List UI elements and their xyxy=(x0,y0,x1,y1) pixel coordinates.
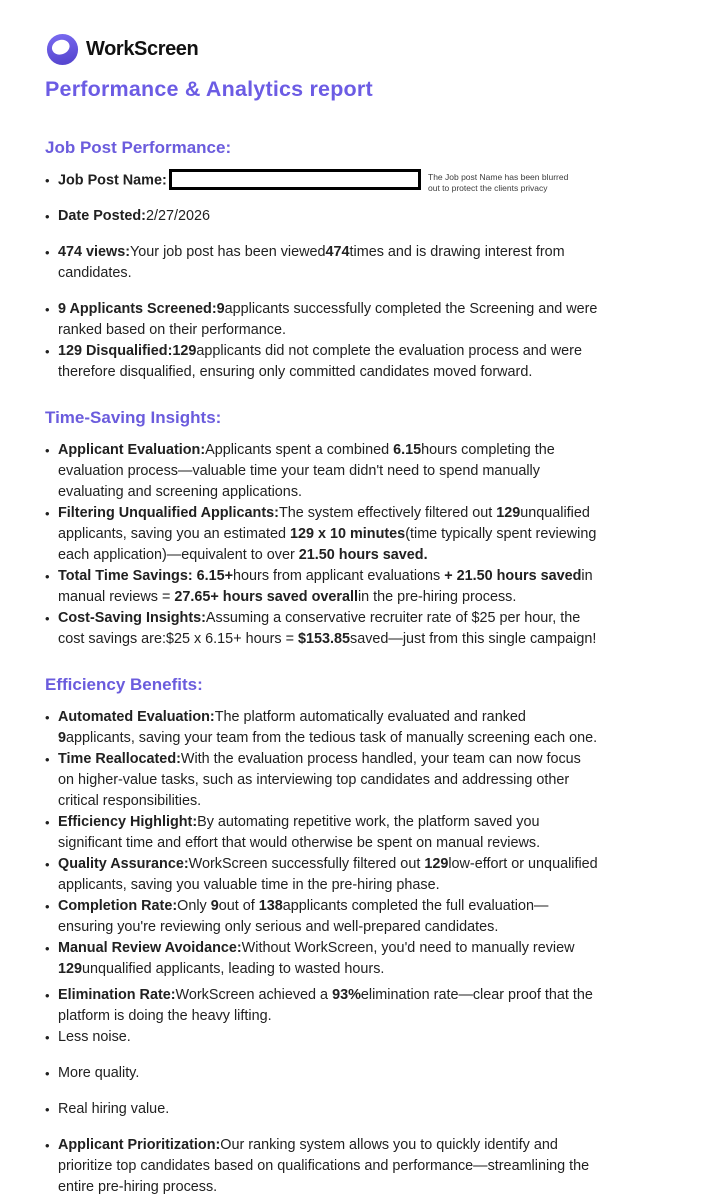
text-run-bold: 129 xyxy=(424,856,449,873)
text-run-bold: Total Time Savings: 6.15+ xyxy=(58,568,234,585)
text-run: WorkScreen successfully filtered out xyxy=(188,856,425,873)
bullet-marker: • xyxy=(45,344,50,360)
text-run: times and is drawing interest from candidates. xyxy=(58,244,565,282)
bullet-marker: • xyxy=(45,899,50,915)
bullet-item xyxy=(45,242,598,284)
text-run-bold: Date Posted: xyxy=(58,208,146,225)
text-run-bold: Filtering Unqualified Applicants: xyxy=(58,505,279,522)
bullet-list xyxy=(45,170,598,383)
bullet-marker: • xyxy=(45,815,50,831)
text-run-bold: 129 xyxy=(58,961,83,978)
text-run-bold: $153.85 xyxy=(298,631,351,648)
text-run: (time typically spent reviewing each application)—equivalent to over xyxy=(58,526,597,564)
text-run-bold: Automated Evaluation: xyxy=(58,709,215,726)
redacted-job-post-name-box xyxy=(169,169,421,190)
bullet-item xyxy=(45,299,598,341)
text-run: 2/27/2026 xyxy=(145,208,210,225)
text-run: With the evaluation process handled, your team can now focus on higher-value tasks, such as interviewing top candidates and addressing other critical responsibilities. xyxy=(58,751,581,810)
bullet-marker: • xyxy=(45,302,50,318)
bullet-marker: • xyxy=(45,506,50,522)
text-run: Without WorkScreen, you'd need to manually review xyxy=(241,940,575,957)
bullet-item xyxy=(45,854,598,896)
bullet-marker: • xyxy=(45,941,50,957)
text-run: Your job post has been viewed xyxy=(130,244,326,261)
privacy-note-line: The Job post Name has been blurred xyxy=(428,172,569,182)
bullet-marker: • xyxy=(45,752,50,768)
text-run-bold: 129 xyxy=(172,343,197,360)
bullet-item xyxy=(45,503,598,566)
text-run: More quality. xyxy=(58,1065,140,1082)
text-run-bold: 129 x 10 minutes xyxy=(290,526,406,543)
bullet-item xyxy=(45,938,598,980)
bullet-item xyxy=(45,341,598,383)
section-heading: Time-Saving Insights: xyxy=(45,408,222,428)
bullet-marker: • xyxy=(45,245,50,261)
bullet-item xyxy=(45,170,598,191)
text-run-bold: 93% xyxy=(332,987,361,1004)
text-run: unqualified applicants, leading to wasted hours. xyxy=(82,961,385,978)
bullet-item xyxy=(45,707,598,749)
text-run-bold: 474 views: xyxy=(58,244,131,261)
text-run-bold: Manual Review Avoidance: xyxy=(58,940,242,957)
text-run: The system effectively filtered out xyxy=(278,505,497,522)
text-run: Only xyxy=(177,898,211,915)
privacy-note xyxy=(428,172,608,194)
text-run: hours completing the evaluation process—valuable time your team didn't need to spend manually evaluating and screening applications. xyxy=(58,442,555,501)
text-run: elimination rate—clear proof that the platform is doing the heavy lifting. xyxy=(58,987,593,1025)
brand-header xyxy=(45,30,598,68)
text-run-bold: 9 xyxy=(210,898,219,915)
bullet-item xyxy=(45,206,598,227)
text-run: low-effort or unqualified applicants, saving you valuable time in the pre-hiring phase. xyxy=(58,856,598,894)
text-run: applicants, saving your team from the tedious task of manually screening each one. xyxy=(66,730,598,747)
text-run-bold: Elimination Rate: xyxy=(58,987,176,1004)
bullet-marker: • xyxy=(45,209,50,225)
bullet-list xyxy=(45,707,598,1198)
text-run-bold: Quality Assurance: xyxy=(58,856,189,873)
text-run-bold: 129 Disqualified: xyxy=(58,343,173,360)
text-run: Real hiring value. xyxy=(58,1101,170,1118)
bullet-item xyxy=(45,1063,598,1084)
bullet-item xyxy=(45,985,598,1027)
workscreen-logo-icon xyxy=(45,32,80,67)
bullet-list xyxy=(45,440,598,650)
section-heading: Job Post Performance: xyxy=(45,138,232,157)
bullet-marker: • xyxy=(45,710,50,726)
report-title: Performance & Analytics report xyxy=(45,77,373,101)
text-run-bold: 27.65+ hours saved overall xyxy=(174,589,358,606)
bullet-item xyxy=(45,896,598,938)
bullet-marker: • xyxy=(45,1102,50,1118)
report-body xyxy=(45,138,598,1198)
text-run-bold: 129 xyxy=(496,505,521,522)
text-run-bold: 9 xyxy=(58,730,67,747)
bullet-item xyxy=(45,749,598,812)
privacy-note-line: out to protect the clients privacy xyxy=(428,183,548,193)
bullet-item xyxy=(45,812,598,854)
text-run-bold: Applicant Prioritization: xyxy=(58,1137,221,1154)
bullet-item xyxy=(45,608,598,650)
text-run: hours from applicant evaluations xyxy=(233,568,445,585)
bullet-marker: • xyxy=(45,173,50,188)
bullet-marker: • xyxy=(45,1030,50,1046)
text-run: applicants completed the full evaluation—ensuring you're reviewing only serious and well-prepared candidates. xyxy=(58,898,549,936)
text-run-bold: Completion Rate: xyxy=(58,898,178,915)
text-run-bold: Cost-Saving Insights: xyxy=(58,610,206,627)
bullet-item xyxy=(45,566,598,608)
text-run-bold: 21.50 hours saved. xyxy=(298,547,428,564)
text-run: applicants successfully completed the Screening and were ranked based on their performance. xyxy=(58,301,598,339)
bullet-item xyxy=(45,1027,598,1048)
text-run-bold: Job Post Name: xyxy=(58,172,167,189)
text-run: WorkScreen achieved a xyxy=(175,987,333,1004)
text-run-bold: Efficiency Highlight: xyxy=(58,814,198,831)
text-run: in manual reviews = xyxy=(58,568,593,606)
text-run: unqualified applicants, saving you an estimated xyxy=(58,505,590,543)
text-run: Less noise. xyxy=(58,1029,131,1046)
bullet-marker: • xyxy=(45,611,50,627)
text-run-bold: Time Reallocated: xyxy=(58,751,181,768)
text-run-bold: 6.15 xyxy=(393,442,422,459)
section-heading: Efficiency Benefits: xyxy=(45,675,203,695)
bullet-marker: • xyxy=(45,443,50,459)
text-run-bold: 9 Applicants Screened: xyxy=(58,301,217,318)
text-run: in the pre-hiring process. xyxy=(357,589,517,606)
brand-name: WorkScreen xyxy=(86,37,199,60)
text-run: By automating repetitive work, the platform saved you significant time and effort that would otherwise be spent on manual reviews. xyxy=(58,814,541,852)
text-run: out of xyxy=(218,898,259,915)
bullet-item xyxy=(45,1099,598,1120)
bullet-item xyxy=(45,1135,598,1198)
text-run-bold: 138 xyxy=(258,898,283,915)
text-run: saved—just from this single campaign! xyxy=(350,631,597,648)
bullet-item xyxy=(45,440,598,503)
bullet-marker: • xyxy=(45,1138,50,1154)
text-run-bold: + 21.50 hours saved xyxy=(444,568,582,585)
text-run-bold: 9 xyxy=(216,301,225,318)
text-run: The platform automatically evaluated and ranked xyxy=(214,709,526,726)
bullet-marker: • xyxy=(45,1066,50,1082)
text-run-bold: Applicant Evaluation: xyxy=(58,442,206,459)
text-run: Assuming a conservative recruiter rate of $25 per hour, the cost savings are:$25 x 6.15+ hours = xyxy=(58,610,581,648)
bullet-marker: • xyxy=(45,569,50,585)
text-run-bold: 474 xyxy=(325,244,350,261)
bullet-marker: • xyxy=(45,857,50,873)
text-run: applicants did not complete the evaluation process and were therefore disqualified, ensuring only committed candidates moved forward. xyxy=(58,343,582,381)
bullet-marker: • xyxy=(45,988,50,1004)
text-run: Our ranking system allows you to quickly identify and prioritize top candidates based on qualifications and performance—streamlining the entire pre-hiring process. xyxy=(58,1137,590,1196)
text-run: Applicants spent a combined xyxy=(205,442,394,459)
